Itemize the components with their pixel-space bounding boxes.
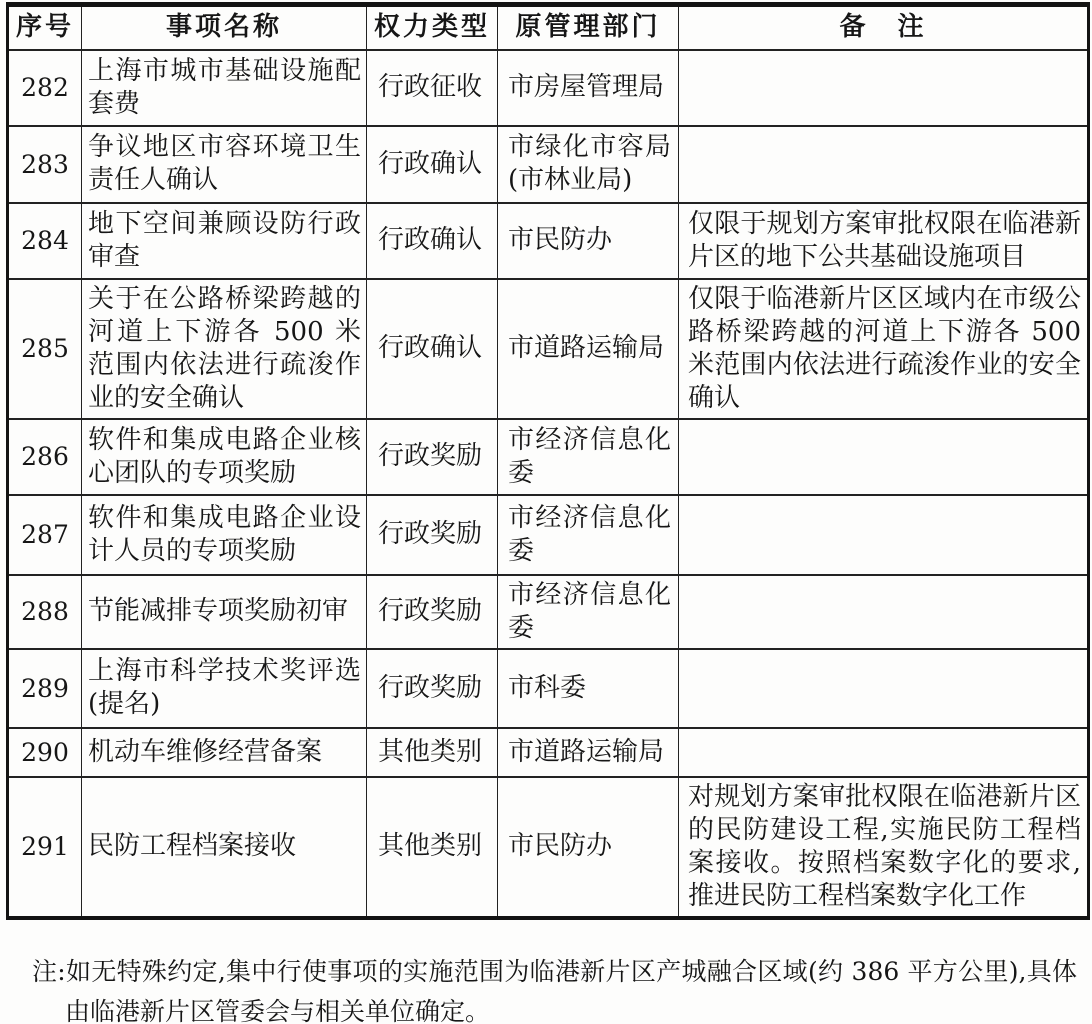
department-cell: 市道路运输局 [498, 279, 679, 419]
row-number-cell: 286 [8, 419, 82, 495]
item-name-cell: 软件和集成电路企业设计人员的专项奖励 [82, 495, 367, 575]
department-cell: 市经济信息化委 [498, 495, 679, 575]
row-number-cell: 290 [8, 728, 82, 777]
power-type-cell: 其他类别 [367, 728, 498, 777]
header-item-name: 事项名称 [82, 5, 367, 50]
table-body [8, 50, 1089, 918]
table-row [8, 126, 1089, 203]
department-cell: 市民防办 [498, 777, 679, 918]
item-name-cell: 争议地区市容环境卫生责任人确认 [82, 126, 367, 203]
item-name-cell: 关于在公路桥梁跨越的河道上下游各 500 米范围内依法进行疏浚作业的安全确认 [82, 279, 367, 419]
power-type-cell: 其他类别 [367, 777, 498, 918]
remark-cell [679, 495, 1089, 575]
table-row [8, 777, 1089, 918]
administrative-items-table [6, 2, 1090, 920]
remark-cell [679, 728, 1089, 777]
row-number-cell: 283 [8, 126, 82, 203]
department-cell: 市经济信息化委 [498, 419, 679, 495]
department-cell: 市绿化市容局(市林业局) [498, 126, 679, 203]
item-name-cell: 节能减排专项奖励初审 [82, 575, 367, 649]
item-name-cell: 上海市科学技术奖评选(提名) [82, 649, 367, 728]
remark-cell [679, 649, 1089, 728]
footnote: 注:如无特殊约定,集中行使事项的实施范围为临港新片区产城融合区域(约 386 平方公里),具体由临港新片区管委会与相关单位确定。 [32, 957, 1077, 1024]
header-original-department: 原管理部门 [498, 5, 679, 50]
item-name-cell: 民防工程档案接收 [82, 777, 367, 918]
item-name-cell: 上海市城市基础设施配套费 [82, 50, 367, 126]
department-cell: 市道路运输局 [498, 728, 679, 777]
row-number-cell: 287 [8, 495, 82, 575]
department-cell: 市科委 [498, 649, 679, 728]
remark-cell [679, 419, 1089, 495]
power-type-cell: 行政奖励 [367, 419, 498, 495]
row-number-cell: 282 [8, 50, 82, 126]
row-number-cell: 291 [8, 777, 82, 918]
table-row [8, 728, 1089, 777]
remark-cell: 仅限于规划方案审批权限在临港新片区的地下公共基础设施项目 [679, 203, 1089, 279]
row-number-cell: 284 [8, 203, 82, 279]
remark-cell: 对规划方案审批权限在临港新片区的民防建设工程,实施民防工程档案接收。按照档案数字化的要求,推进民防工程档案数字化工作 [679, 777, 1089, 918]
remark-cell: 仅限于临港新片区区域内在市级公路桥梁跨越的河道上下游各 500 米范围内依法进行疏浚作业的安全确认 [679, 279, 1089, 419]
header-row [8, 5, 1089, 50]
power-type-cell: 行政征收 [367, 50, 498, 126]
department-cell: 市经济信息化委 [498, 575, 679, 649]
power-type-cell: 行政确认 [367, 279, 498, 419]
table-row [8, 279, 1089, 419]
header-remarks: 备 注 [679, 5, 1089, 50]
row-number-cell: 285 [8, 279, 82, 419]
table-row [8, 495, 1089, 575]
remark-cell [679, 50, 1089, 126]
power-type-cell: 行政确认 [367, 126, 498, 203]
remark-cell [679, 126, 1089, 203]
item-name-cell: 机动车维修经营备案 [82, 728, 367, 777]
table-row [8, 203, 1089, 279]
power-type-cell: 行政奖励 [367, 495, 498, 575]
header-seq-number: 序号 [8, 5, 82, 50]
remark-cell [679, 575, 1089, 649]
item-name-cell: 地下空间兼顾设防行政审查 [82, 203, 367, 279]
row-number-cell: 289 [8, 649, 82, 728]
table-row [8, 419, 1089, 495]
row-number-cell: 288 [8, 575, 82, 649]
table-row [8, 50, 1089, 126]
power-type-cell: 行政奖励 [367, 575, 498, 649]
table-row [8, 575, 1089, 649]
power-type-cell: 行政奖励 [367, 649, 498, 728]
department-cell: 市民防办 [498, 203, 679, 279]
header-power-type: 权力类型 [367, 5, 498, 50]
table-row [8, 649, 1089, 728]
table-header [8, 5, 1089, 50]
power-type-cell: 行政确认 [367, 203, 498, 279]
department-cell: 市房屋管理局 [498, 50, 679, 126]
item-name-cell: 软件和集成电路企业核心团队的专项奖励 [82, 419, 367, 495]
